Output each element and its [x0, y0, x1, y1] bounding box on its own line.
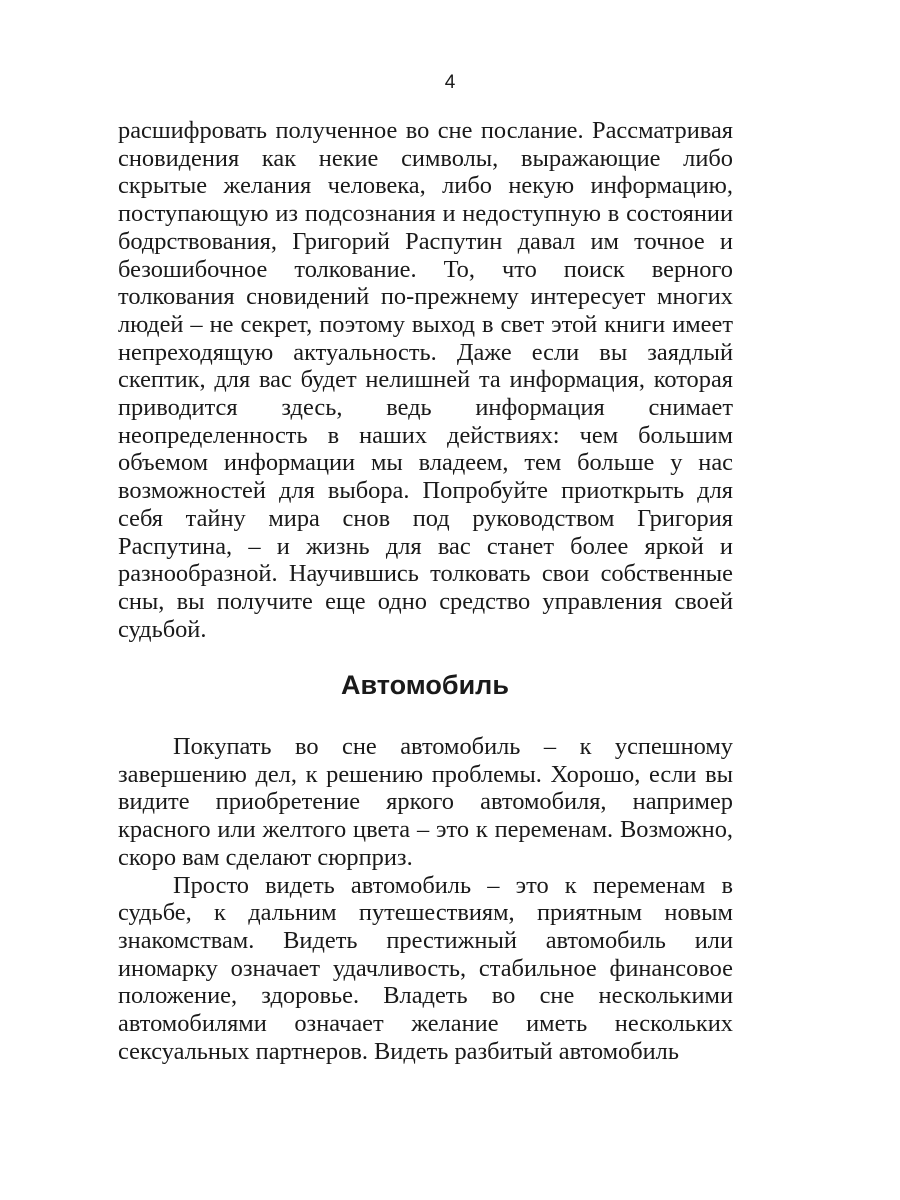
intro-paragraph: расшифровать полученное во сне послание. Рассматривая сновидения как некие символы, выражающие либо скрытые желания человека, либо некую информацию, поступающую из подсознания и недоступную в состоянии бодрствования, Григорий Распутин давал им точное и безошибочное толкование. То, что поиск верного толкования сновидений по-прежнему интересует многих людей – не секрет, поэтому выход в свет этой книги имеет непреходящую актуальность. Даже если вы заядлый скептик, для вас будет нелишней та информация, которая приводится здесь, ведь информация снимает неопределенность в наших действиях: чем большим объемом информации мы владеем, тем больше у нас возможностей для выбора. Попробуйте приоткрыть для себя тайну мира снов под руководством Григория Распутина, – и жизнь для вас станет более яркой и разнообразной. Научившись толковать свои собственные сны, вы получите еще одно средство управления своей судьбой. [118, 117, 733, 643]
intro-text-block [118, 117, 733, 643]
section-heading: Автомобиль [341, 670, 509, 700]
section-body [118, 733, 733, 1065]
section-paragraph-1: Покупать во сне автомобиль – к успешному завершению дел, к решению проблемы. Хорошо, если вы видите приобретение яркого автомобиля, например красного или желтого цвета – это к переменам. Возможно, скоро вам сделают сюрприз. [118, 733, 733, 871]
section-paragraph-2: Просто видеть автомобиль – это к переменам в судьбе, к дальним путешествиям, приятным новым знакомствам. Видеть престижный автомобиль или иномарку означает удачливость, стабильное финансовое положение, здоровье. Владеть во сне несколькими автомобилями означает желание иметь нескольких сексуальных партнеров. Видеть разбитый автомобиль [118, 871, 733, 1065]
page-number: 4 [444, 72, 456, 93]
